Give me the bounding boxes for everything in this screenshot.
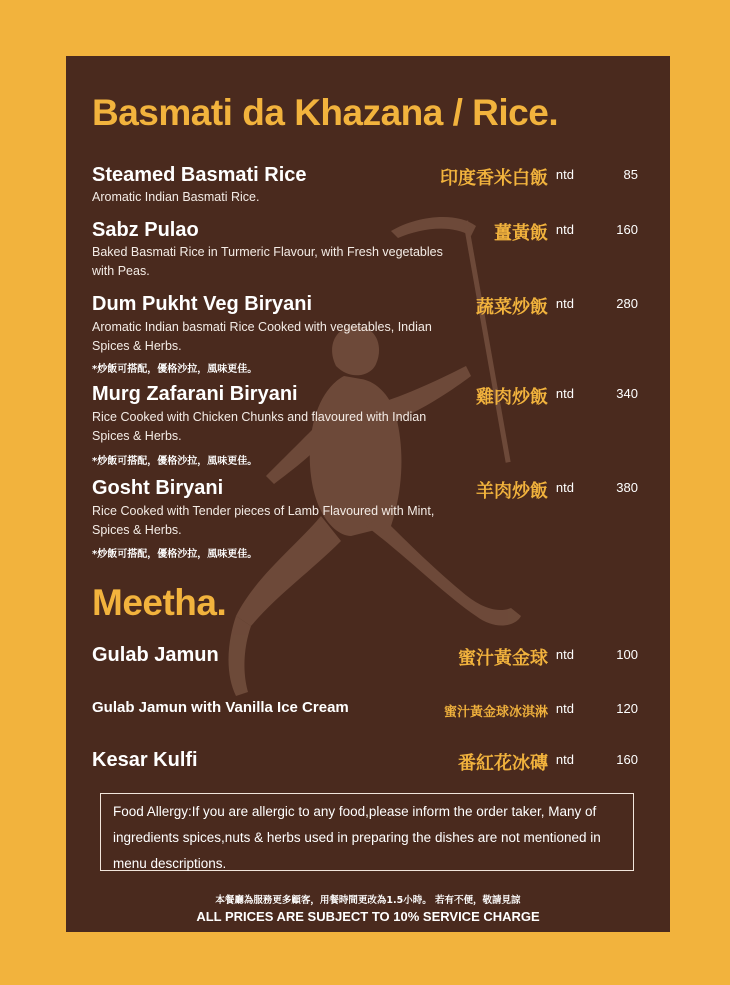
item-note: *炒飯可搭配，優格沙拉，風味更佳。 xyxy=(92,456,258,467)
item-name: Gosht Biryani xyxy=(92,477,224,499)
item-price: 85 xyxy=(623,167,638,182)
allergy-notice: Food Allergy:If you are allergic to any food,please inform the order taker, Many of ingredients spices,nuts & herbs used in preparing the dishes are not mentioned in menu descriptions. xyxy=(100,793,634,871)
item-name-cn: 雞肉炒飯 xyxy=(476,387,548,408)
item-price: 380 xyxy=(616,480,638,495)
item-name: Steamed Basmati Rice xyxy=(92,164,307,186)
item-description: Aromatic Indian Basmati Rice. xyxy=(92,190,260,204)
item-name-cn: 薑黃飯 xyxy=(494,223,548,244)
item-price: 160 xyxy=(616,222,638,237)
menu-panel xyxy=(66,56,670,932)
item-name-cn: 羊肉炒飯 xyxy=(476,481,548,502)
item-price: 340 xyxy=(616,386,638,401)
price-unit: ntd xyxy=(555,647,574,662)
price-unit: ntd xyxy=(555,222,574,237)
item-note: *炒飯可搭配，優格沙拉，風味更佳。 xyxy=(92,549,258,560)
item-name-cn: 蔬菜炒飯 xyxy=(476,297,548,318)
price-unit: ntd xyxy=(555,386,574,401)
item-description: Rice Cooked with Chicken Chunks and flavoured with Indian Spices & Herbs. xyxy=(92,410,427,443)
item-name: Dum Pukht Veg Biryani xyxy=(92,293,313,315)
item-price: 280 xyxy=(616,296,638,311)
footer-note-cn: 本餐廳為服務更多顧客，用餐時間更改為1.5小時。 若有不便，敬請見諒 xyxy=(215,895,521,906)
item-description: Aromatic Indian basmati Rice Cooked with vegetables, Indian Spices & Herbs. xyxy=(92,320,432,353)
item-name-cn: 蜜汁黃金球冰淇淋 xyxy=(443,705,548,720)
rice-section-title: Basmati da Khazana / Rice. xyxy=(92,92,559,133)
item-name-cn: 番紅花冰磚 xyxy=(458,753,548,774)
item-description: Rice Cooked with Tender pieces of Lamb Flavoured with Mint, Spices & Herbs. xyxy=(92,504,435,537)
item-price: 120 xyxy=(616,701,638,716)
price-unit: ntd xyxy=(555,296,574,311)
price-unit: ntd xyxy=(555,752,574,767)
item-name-cn: 蜜汁黃金球 xyxy=(458,648,548,669)
item-name: Murg Zafarani Biryani xyxy=(92,383,298,405)
service-charge-note: ALL PRICES ARE SUBJECT TO 10% SERVICE CHARGE xyxy=(196,909,540,924)
price-unit: ntd xyxy=(555,167,574,182)
dessert-section-title: Meetha. xyxy=(92,582,227,623)
item-name: Kesar Kulfi xyxy=(92,749,198,771)
price-unit: ntd xyxy=(555,480,574,495)
item-price: 100 xyxy=(616,647,638,662)
item-description: Baked Basmati Rice in Turmeric Flavour, with Fresh vegetables with Peas. xyxy=(92,245,443,278)
item-name: Gulab Jamun with Vanilla Ice Cream xyxy=(92,699,349,716)
price-unit: ntd xyxy=(555,701,574,716)
item-name: Gulab Jamun xyxy=(92,644,219,666)
item-price: 160 xyxy=(616,752,638,767)
item-name-cn: 印度香米白飯 xyxy=(440,168,548,189)
item-note: *炒飯可搭配，優格沙拉，風味更佳。 xyxy=(92,364,258,375)
item-name: Sabz Pulao xyxy=(92,219,199,241)
